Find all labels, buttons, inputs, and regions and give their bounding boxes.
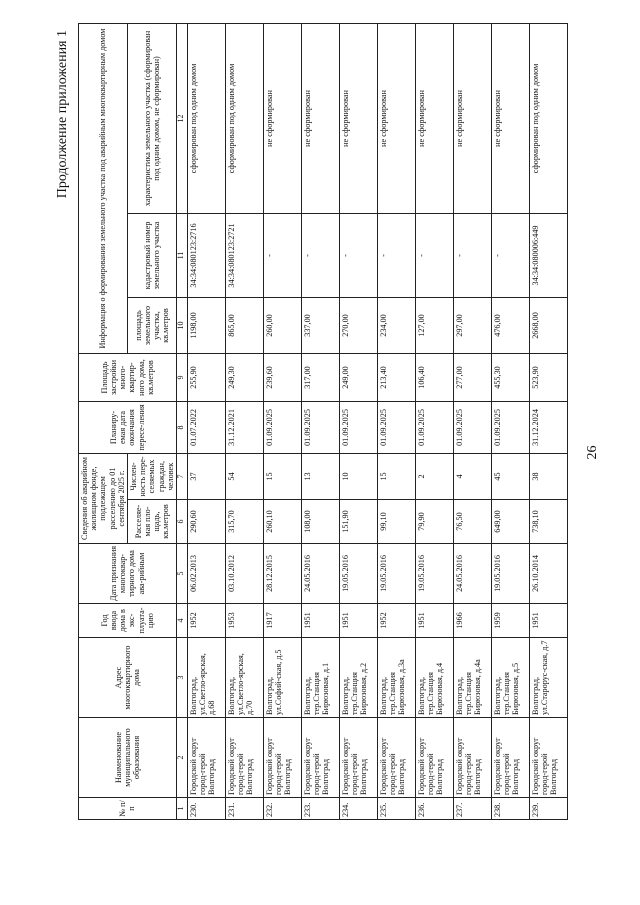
land-status-cell: не сформирован <box>377 23 415 213</box>
municipality-cell: Городской округ город-герой Волгоград <box>263 718 301 798</box>
emergency-date-cell: 03.10.2012 <box>225 544 263 604</box>
cadastral-cell: - <box>491 213 529 297</box>
column-number: 4 <box>176 604 187 638</box>
column-number: 6 <box>176 500 187 544</box>
address-cell: Волгоград, ул.Софий-ская, д.5 <box>263 638 301 718</box>
people-cell: 45 <box>491 453 529 499</box>
cadastral-cell: - <box>453 213 491 297</box>
building-area-cell: 249,00 <box>339 353 377 401</box>
land-area-cell: 270,00 <box>339 297 377 353</box>
table-row <box>377 23 415 819</box>
building-area-cell: 523,90 <box>529 353 567 401</box>
cadastral-cell: - <box>263 213 301 297</box>
planned-date-cell: 01.09.2025 <box>491 401 529 453</box>
cadastral-cell: 34:34:080123:2721 <box>225 213 263 297</box>
header-planned-date: Планиру-емая дата окончания пересе-ления <box>79 401 177 453</box>
land-status-cell: не сформирован <box>339 23 377 213</box>
planned-date-cell: 01.09.2025 <box>339 401 377 453</box>
header-year: Год ввода дома в экс-плуата-цию <box>79 604 177 638</box>
table-row <box>491 23 529 819</box>
resettled-area-cell: 79,90 <box>415 500 453 544</box>
table-body <box>187 23 567 819</box>
address-cell: Волгоград, тер.Станция Бирюзовая, д.2 <box>339 638 377 718</box>
year-cell: 1959 <box>491 604 529 638</box>
header-building-area: Площадь застройки много-квартир-ного дома, кв.метров <box>79 353 177 401</box>
year-cell: 1953 <box>225 604 263 638</box>
municipality-cell: Городской округ город-герой Волгоград <box>491 718 529 798</box>
land-area-cell: 234,00 <box>377 297 415 353</box>
table-row <box>263 23 301 819</box>
header-address: Адрес многоквартирного дома <box>79 638 177 718</box>
people-cell: 13 <box>301 453 339 499</box>
table-row <box>339 23 377 819</box>
page-number: 26 <box>585 445 600 460</box>
header-land-status: характеристика земельного участка (сформирован под одним домом, не сформирован) <box>127 23 176 213</box>
address-cell: Волгоград, ул.Светло-ярская, д.70 <box>225 638 263 718</box>
land-status-cell: сформирован под одним домом <box>529 23 567 213</box>
address-cell: Волгоград, тер.Станция Бирюзовая, д.5 <box>491 638 529 718</box>
building-area-cell: 106,40 <box>415 353 453 401</box>
building-area-cell: 455,30 <box>491 353 529 401</box>
header-housing-group: Сведения об аварийном жилищном фонде, подлежащем расселению до 01 сентября 2025 г. <box>79 453 128 543</box>
land-status-cell: не сформирован <box>491 23 529 213</box>
land-area-cell: 476,00 <box>491 297 529 353</box>
planned-date-cell: 01.09.2025 <box>415 401 453 453</box>
land-status-cell: сформирован под одним домом <box>187 23 225 213</box>
land-status-cell: не сформирован <box>415 23 453 213</box>
table-row <box>453 23 491 819</box>
appendix-continuation: Продолжение приложения 1 <box>55 30 70 199</box>
table-row <box>415 23 453 819</box>
people-cell: 2 <box>415 453 453 499</box>
header-number: № п/п <box>79 798 177 820</box>
row-number: 237. <box>453 798 491 820</box>
emergency-date-cell: 06.02.2013 <box>187 544 225 604</box>
people-cell: 38 <box>529 453 567 499</box>
address-cell: Волгоград, ул.Светло-ярская, д.68 <box>187 638 225 718</box>
resettled-area-cell: 108,00 <box>301 500 339 544</box>
planned-date-cell: 31.12.2021 <box>225 401 263 453</box>
building-area-cell: 239,60 <box>263 353 301 401</box>
column-number: 2 <box>176 718 187 798</box>
header-land-group: Информация о формировании земельного участка под аварийным многоквартирным домом <box>79 23 128 353</box>
emergency-date-cell: 19.05.2016 <box>491 544 529 604</box>
year-cell: 1951 <box>339 604 377 638</box>
resettled-area-cell: 151,90 <box>339 500 377 544</box>
municipality-cell: Городской округ город-герой Волгоград <box>453 718 491 798</box>
resettled-area-cell: 738,10 <box>529 500 567 544</box>
land-area-cell: 865,00 <box>225 297 263 353</box>
people-cell: 15 <box>377 453 415 499</box>
table-row <box>187 23 225 819</box>
year-cell: 1966 <box>453 604 491 638</box>
table-row <box>529 23 567 819</box>
header-municipality: Наименование муниципального образования <box>79 718 177 798</box>
people-cell: 4 <box>453 453 491 499</box>
row-number: 236. <box>415 798 453 820</box>
year-cell: 1952 <box>187 604 225 638</box>
column-number: 3 <box>176 638 187 718</box>
land-status-cell: не сформирован <box>301 23 339 213</box>
row-number: 239. <box>529 798 567 820</box>
resettled-area-cell: 290,60 <box>187 500 225 544</box>
emergency-housing-table <box>78 23 568 820</box>
land-area-cell: 2668,00 <box>529 297 567 353</box>
header-cadastral: кадастровый номер земельного участка <box>127 213 176 297</box>
planned-date-cell: 01.09.2025 <box>377 401 415 453</box>
people-cell: 15 <box>263 453 301 499</box>
column-number: 12 <box>176 23 187 213</box>
planned-date-cell: 01.09.2025 <box>301 401 339 453</box>
column-number: 8 <box>176 401 187 453</box>
emergency-date-cell: 24.05.2016 <box>301 544 339 604</box>
header-people: Числен-ность пере-селяемых граждан, человек <box>127 453 176 499</box>
header-land-area: площадь земельного участка, кв.метров <box>127 297 176 353</box>
planned-date-cell: 01.07.2022 <box>187 401 225 453</box>
row-number: 234. <box>339 798 377 820</box>
resettled-area-cell: 315,70 <box>225 500 263 544</box>
emergency-date-cell: 19.05.2016 <box>415 544 453 604</box>
resettled-area-cell: 649,00 <box>491 500 529 544</box>
row-number: 235. <box>377 798 415 820</box>
address-cell: Волгоград, тер.Станция Бирюзовая, д.4а <box>453 638 491 718</box>
table-row <box>301 23 339 819</box>
municipality-cell: Городской округ город-герой Волгоград <box>339 718 377 798</box>
table-row <box>225 23 263 819</box>
year-cell: 1951 <box>529 604 567 638</box>
cadastral-cell: 34:34:080123:2716 <box>187 213 225 297</box>
year-cell: 1951 <box>415 604 453 638</box>
land-status-cell: сформирован под одним домом <box>225 23 263 213</box>
emergency-date-cell: 24.05.2016 <box>453 544 491 604</box>
emergency-date-cell: 19.05.2016 <box>339 544 377 604</box>
column-number-row <box>176 23 187 819</box>
address-cell: Волгоград, тер.Станция Бирюзовая, д.4 <box>415 638 453 718</box>
planned-date-cell: 01.09.2025 <box>263 401 301 453</box>
column-number: 7 <box>176 453 187 499</box>
cadastral-cell: - <box>339 213 377 297</box>
land-status-cell: не сформирован <box>263 23 301 213</box>
building-area-cell: 277,00 <box>453 353 491 401</box>
column-number: 9 <box>176 353 187 401</box>
emergency-date-cell: 28.12.2015 <box>263 544 301 604</box>
municipality-cell: Городской округ город-герой Волгоград <box>377 718 415 798</box>
resettled-area-cell: 99,10 <box>377 500 415 544</box>
header-resettled-area: Расселяе-мая пло-щадь, кв.метров <box>127 500 176 544</box>
resettled-area-cell: 76,50 <box>453 500 491 544</box>
land-area-cell: 260,00 <box>263 297 301 353</box>
address-cell: Волгоград, ул.Старорус-ская, д.7 <box>529 638 567 718</box>
municipality-cell: Городской округ город-герой Волгоград <box>529 718 567 798</box>
row-number: 238. <box>491 798 529 820</box>
address-cell: Волгоград, тер.Станция Бирюзовая, д.3а <box>377 638 415 718</box>
emergency-date-cell: 26.10.2014 <box>529 544 567 604</box>
row-number: 233. <box>301 798 339 820</box>
row-number: 232. <box>263 798 301 820</box>
land-area-cell: 297,00 <box>453 297 491 353</box>
address-cell: Волгоград, тер.Станция Бирюзовая, д.1 <box>301 638 339 718</box>
row-number: 230. <box>187 798 225 820</box>
header-emergency-date: Дата признания многоквар-тирного дома ава-рийным <box>79 544 177 604</box>
year-cell: 1951 <box>301 604 339 638</box>
cadastral-cell: - <box>377 213 415 297</box>
people-cell: 10 <box>339 453 377 499</box>
column-number: 5 <box>176 544 187 604</box>
emergency-date-cell: 19.05.2016 <box>377 544 415 604</box>
building-area-cell: 213,40 <box>377 353 415 401</box>
building-area-cell: 255,90 <box>187 353 225 401</box>
cadastral-cell: - <box>301 213 339 297</box>
people-cell: 37 <box>187 453 225 499</box>
land-area-cell: 337,00 <box>301 297 339 353</box>
column-number: 10 <box>176 297 187 353</box>
municipality-cell: Городской округ город-герой Волгоград <box>415 718 453 798</box>
planned-date-cell: 31.12.2024 <box>529 401 567 453</box>
year-cell: 1952 <box>377 604 415 638</box>
land-area-cell: 1198,00 <box>187 297 225 353</box>
building-area-cell: 317,00 <box>301 353 339 401</box>
municipality-cell: Городской округ город-герой Волгоград <box>187 718 225 798</box>
resettled-area-cell: 260,10 <box>263 500 301 544</box>
people-cell: 54 <box>225 453 263 499</box>
planned-date-cell: 01.09.2025 <box>453 401 491 453</box>
year-cell: 1917 <box>263 604 301 638</box>
land-status-cell: не сформирован <box>453 23 491 213</box>
cadastral-cell: - <box>415 213 453 297</box>
municipality-cell: Городской округ город-герой Волгоград <box>301 718 339 798</box>
municipality-cell: Городской округ город-герой Волгоград <box>225 718 263 798</box>
land-area-cell: 127,00 <box>415 297 453 353</box>
building-area-cell: 249,30 <box>225 353 263 401</box>
column-number: 1 <box>176 798 187 820</box>
cadastral-cell: 34:34:080006:449 <box>529 213 567 297</box>
column-number: 11 <box>176 213 187 297</box>
row-number: 231. <box>225 798 263 820</box>
